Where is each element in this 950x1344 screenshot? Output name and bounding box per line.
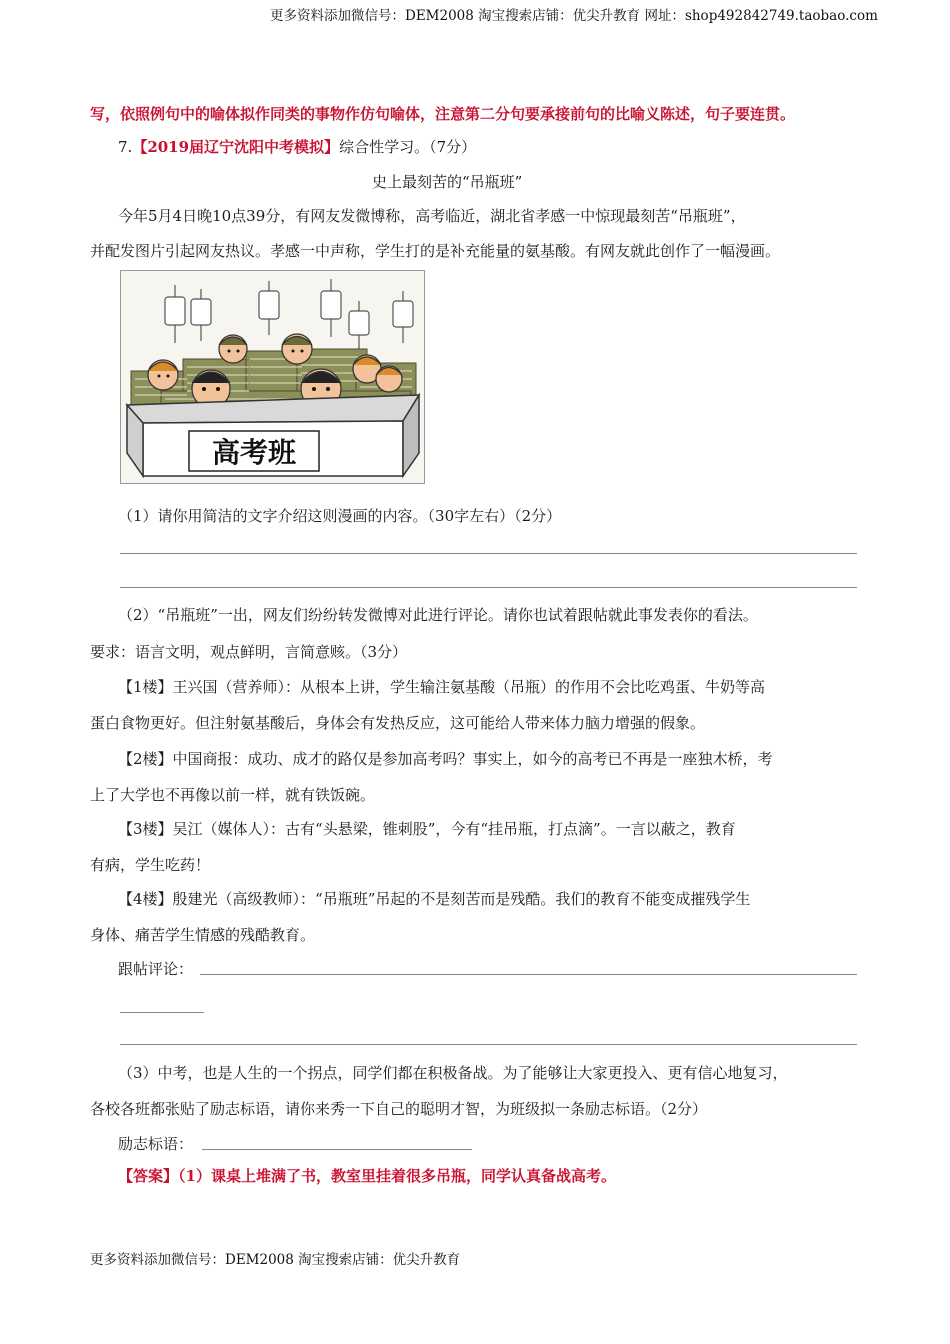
- reply-answer-line[interactable]: [120, 1044, 857, 1045]
- slogan-answer-line[interactable]: [202, 1149, 472, 1150]
- answer-block: [118, 1165, 616, 1186]
- question-number: 7.: [118, 138, 133, 156]
- reply-label: 跟帖评论：: [118, 960, 194, 978]
- sub-question-2-line-1: （2）“吊瓶班”一出，网友们纷纷转发微博对此进行评论。请你也试着跟帖就此事发表你的看法。: [118, 606, 758, 624]
- answer-line[interactable]: [120, 553, 857, 554]
- answer-line[interactable]: [120, 587, 857, 588]
- question-desc: 综合性学习。（7分）: [339, 138, 477, 156]
- slogan-label: 励志标语：: [118, 1135, 194, 1153]
- reply-answer-line[interactable]: [200, 974, 857, 975]
- question-7-heading: [118, 136, 476, 157]
- page-footer: 更多资料添加微信号：DEM2008 淘宝搜索店铺：优尖升教育: [90, 1252, 461, 1268]
- article-line-1: 今年5月4日晚10点39分，有网友发微博称，高考临近，湖北省孝感一中惊现最刻苦“吊瓶班”，: [118, 207, 746, 225]
- article-title: 史上最刻苦的“吊瓶班”: [372, 173, 523, 191]
- floor-3-line-1: 【3楼】吴江（媒体人）：古有“头悬梁，锥刺股”，今有“挂吊瓶，打点滴”。一言以蔽之，教育: [118, 820, 736, 838]
- floor-3-line-2: 有病，学生吃药！: [90, 856, 211, 874]
- question-source: 【2019届辽宁沈阳中考模拟】: [132, 138, 340, 156]
- comic-sign: 高考班: [211, 436, 297, 469]
- sub-question-2-line-2: 要求：语言文明，观点鲜明，言简意赅。（3分）: [90, 643, 408, 661]
- comic-image: [120, 270, 425, 484]
- sub-question-3-line-2: 各校各班都张贴了励志标语，请你来秀一下自己的聪明才智，为班级拟一条励志标语。（2分）: [90, 1100, 708, 1118]
- floor-1-line-1: 【1楼】王兴国（营养师）：从根本上讲，学生输注氨基酸（吊瓶）的作用不会比吃鸡蛋、牛奶等高: [118, 678, 766, 696]
- sub-question-1: （1）请你用简洁的文字介绍这则漫画的内容。（30字左右）（2分）: [118, 507, 562, 525]
- page-header: 更多资料添加微信号：DEM2008 淘宝搜索店铺：优尖升教育 网址：shop492842749.taobao.com: [270, 8, 878, 24]
- floor-2-line-1: 【2楼】中国商报：成功、成才的路仅是参加高考吗？事实上，如今的高考已不再是一座独木桥，考: [118, 750, 773, 768]
- comic-drawing: [121, 271, 424, 483]
- floor-4-line-2: 身体、痛苦学生情感的残酷教育。: [90, 926, 316, 944]
- reply-answer-line[interactable]: [120, 1012, 204, 1013]
- floor-4-line-1: 【4楼】殷建光（高级教师）：“吊瓶班”吊起的不是刻苦而是残酷。我们的教育不能变成摧残学生: [118, 890, 751, 908]
- answer-text: （1）课桌上堆满了书，教室里挂着很多吊瓶，同学认真备战高考。: [178, 1167, 616, 1185]
- floor-2-line-2: 上了大学也不再像以前一样，就有铁饭碗。: [90, 786, 376, 804]
- answer-tag: 【答案】: [118, 1167, 179, 1185]
- sub-question-3-line-1: （3）中考，也是人生的一个拐点，同学们都在积极备战。为了能够让大家更投入、更有信心地复习，: [118, 1064, 788, 1082]
- floor-1-line-2: 蛋白食物更好。但注射氨基酸后，身体会有发热反应，这可能给人带来体力脑力增强的假象。: [90, 714, 706, 732]
- previous-answer-tail: 写，依照例句中的喻体拟作同类的事物作仿句喻体，注意第二分句要承接前句的比喻义陈述，句子要连贯。: [90, 105, 796, 123]
- article-line-2: 并配发图片引起网友热议。孝感一中声称，学生打的是补充能量的氨基酸。有网友就此创作了一幅漫画。: [90, 242, 781, 260]
